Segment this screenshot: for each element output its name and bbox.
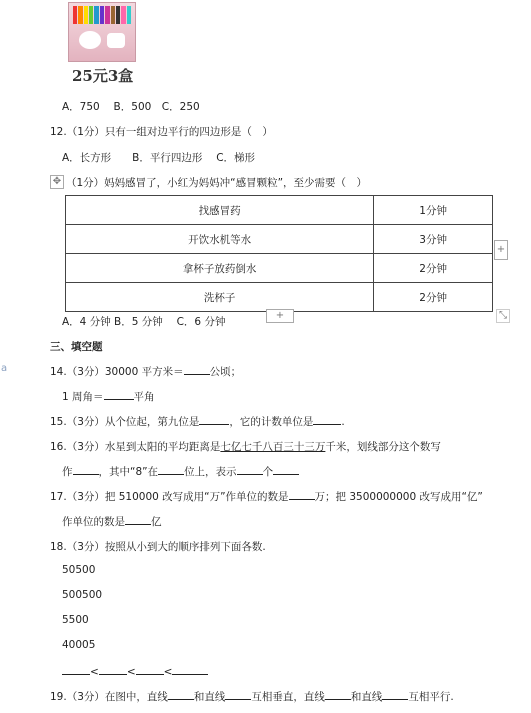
q18-number: 5500 — [62, 614, 89, 626]
q13-options: A．4 分钟 B．5 分钟 C．6 分钟 — [62, 316, 226, 328]
resize-handle-icon[interactable]: ⤡ — [496, 309, 510, 323]
table-row — [66, 254, 493, 283]
less-than-sign: < — [126, 666, 136, 678]
text: 位上，表示 — [184, 466, 237, 478]
text: 14.（3分）30000 平方米＝ — [50, 366, 184, 378]
q12-stem: 12.（1分）只有一组对边平行的四边形是（ ） — [50, 126, 273, 138]
answer-blank[interactable] — [225, 689, 251, 700]
table-cell: 2分钟 — [374, 254, 493, 283]
move-handle-icon[interactable]: ✥ — [50, 175, 64, 189]
text: 万；把 3500000000 改写成用“亿” — [314, 491, 483, 503]
answer-blank[interactable] — [62, 664, 90, 675]
answer-blank[interactable] — [382, 689, 408, 700]
q14-line1 — [50, 364, 241, 379]
text: 17.（3分）把 510000 改写成用“万”作单位的数是 — [50, 491, 289, 503]
text: 15.（3分）从个位起，第九位是 — [50, 416, 200, 428]
text: 互相垂直，直线 — [251, 691, 325, 703]
q17-line2 — [62, 514, 162, 529]
answer-blank[interactable] — [199, 414, 229, 425]
answer-blank[interactable] — [172, 664, 208, 675]
q16-line2 — [62, 464, 299, 479]
table-row — [66, 225, 493, 254]
q18-number: 40005 — [62, 639, 96, 651]
q18-number: 50500 — [62, 564, 96, 576]
table-row — [66, 196, 493, 225]
less-than-sign: < — [163, 666, 173, 678]
less-than-sign: < — [90, 666, 99, 678]
q15-line — [50, 414, 345, 429]
text: ，其中“8”在 — [98, 466, 159, 478]
product-image — [68, 2, 136, 62]
q13-table — [65, 195, 493, 312]
text: 作单位的数是 — [62, 516, 125, 528]
table-cell: 2分钟 — [374, 283, 493, 312]
text: . — [341, 416, 345, 428]
q16-line1 — [50, 439, 441, 454]
table-cell: 洗杯子 — [66, 283, 374, 312]
q12-options: A．长方形 B．平行四边形 C．梯形 — [62, 152, 256, 164]
answer-blank[interactable] — [237, 464, 263, 475]
answer-blank[interactable] — [158, 464, 184, 475]
add-row-plus-icon[interactable]: + — [266, 309, 294, 323]
answer-blank[interactable] — [73, 464, 99, 475]
q18-ordering-line — [62, 664, 208, 678]
text: 和直线 — [193, 691, 226, 703]
text: 16.（3分）水星到太阳的平均距离是 — [50, 441, 221, 453]
section-title: 三、填空题 — [50, 341, 103, 353]
table-cell: 3分钟 — [374, 225, 493, 254]
q14-line2 — [62, 389, 155, 404]
answer-blank[interactable] — [104, 389, 134, 400]
q19-line — [50, 689, 454, 704]
table-cell: 找感冒药 — [66, 196, 374, 225]
text: 1 周角＝ — [62, 391, 104, 403]
text: 千米，划线部分这个数写 — [325, 441, 441, 453]
side-marker-icon: a — [1, 363, 8, 374]
text: 互相平行. — [408, 691, 454, 703]
answer-blank[interactable] — [168, 689, 194, 700]
table-cell: 拿杯子放药倒水 — [66, 254, 374, 283]
q17-line1 — [50, 489, 483, 504]
q13-stem: （1分）妈妈感冒了，小红为妈妈冲“感冒颗粒”，至少需要（ ） — [66, 177, 368, 189]
text: ，它的计数单位是 — [229, 416, 314, 428]
table-row — [66, 283, 493, 312]
q18-number: 500500 — [62, 589, 103, 601]
table-cell: 1分钟 — [374, 196, 493, 225]
add-column-plus-icon[interactable]: + — [494, 240, 508, 260]
answer-blank[interactable] — [136, 664, 164, 675]
cartoon-decoration — [79, 31, 101, 49]
answer-blank[interactable] — [125, 514, 151, 525]
answer-blank[interactable] — [273, 464, 299, 475]
pen-row — [73, 6, 131, 24]
text: 作 — [62, 466, 73, 478]
answer-blank[interactable] — [289, 489, 315, 500]
text: 和直线 — [350, 691, 383, 703]
price-label: 25元3盒 — [72, 67, 134, 85]
label-decoration — [107, 33, 125, 48]
q18-stem: 18.（3分）按照从小到大的顺序排列下面各数. — [50, 541, 266, 553]
underlined-number: 七亿七千八百三十三万 — [220, 441, 326, 453]
q11-options: A．750 B．500 C．250 — [62, 101, 200, 113]
answer-blank[interactable] — [313, 414, 341, 425]
answer-blank[interactable] — [325, 689, 351, 700]
text: 个 — [262, 466, 274, 478]
text: 亿 — [151, 516, 162, 528]
answer-blank[interactable] — [99, 664, 127, 675]
answer-blank[interactable] — [184, 364, 210, 375]
text: 平角 — [133, 391, 155, 403]
table-cell: 开饮水机等水 — [66, 225, 374, 254]
text: 公顷； — [209, 366, 242, 378]
text: 19.（3分）在图中，直线 — [50, 691, 168, 703]
